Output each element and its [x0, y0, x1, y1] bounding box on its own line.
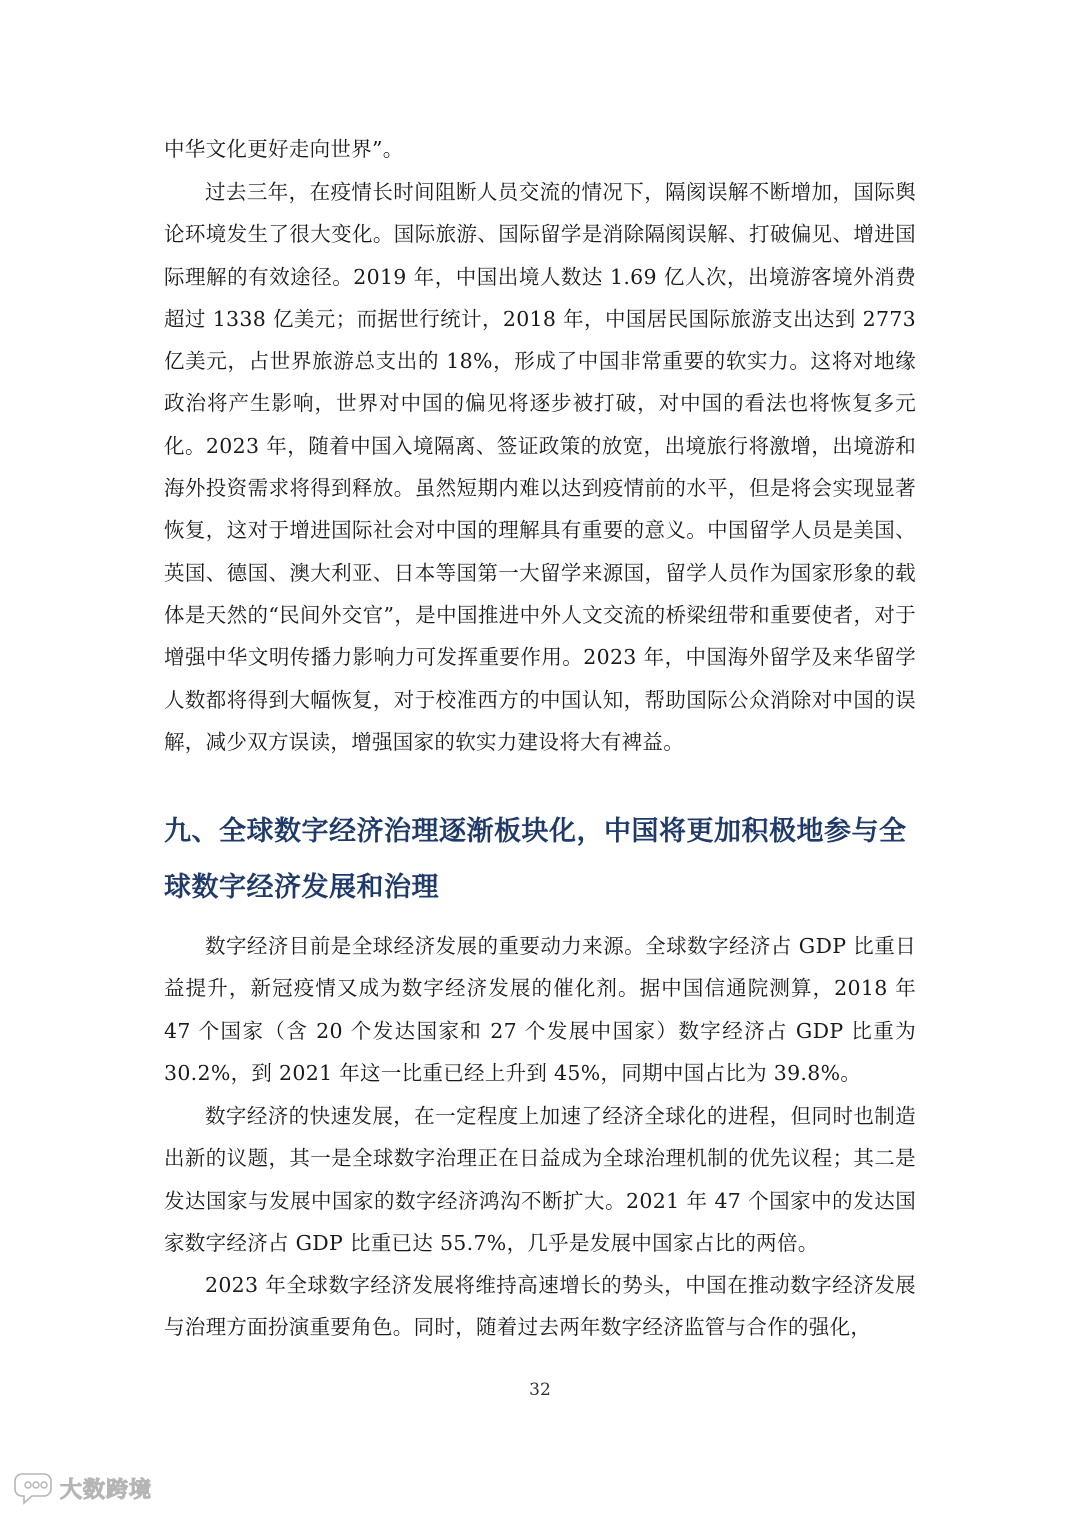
paragraph-continuation: 中华文化更好走向世界”。: [164, 137, 404, 161]
page-number: 32: [529, 1380, 551, 1400]
speech-bubble-logo-icon: [14, 1470, 54, 1506]
watermark: [14, 1468, 152, 1508]
paragraph-2023-outlook: 2023 年全球数字经济发展将维持高速增长的势头，中国在推动数字经济发展与治理方面扮演重要角色。同时，随着过去两年数字经济监管与合作的强化，: [164, 1273, 916, 1340]
section-heading-nine: 九、全球数字经济治理逐渐板块化，中国将更加积极地参与全球数字经济发展和治理: [164, 816, 907, 903]
watermark-text: 大数跨境: [60, 1477, 153, 1503]
paragraph-digital-divide: 数字经济的快速发展，在一定程度上加速了经济全球化的进程，但同时也制造出新的议题，其一是全球数字治理正在日益成为全球治理机制的优先议程；其二是发达国家与发展中国家的数字经济鸿沟不断扩大。2021 年 47 个国家中的发达国家数字经济占 GDP 比重已达 55.7%，几乎是发展中国家占比的两倍。: [164, 1104, 916, 1255]
paragraph-digital-economy-share: 数字经济目前是全球经济发展的重要动力来源。全球数字经济占 GDP 比重日益提升，新冠疫情又成为数字经济发展的催化剂。据中国信通院测算，2018 年 47 个国家（含 20 个发达国家和 27 个发展中国家）数字经济占 GDP 比重为 30.2%，到 2021 年这一比重已经上升到 45%，同期中国占比为 39.8%。: [164, 934, 916, 1085]
paragraph-travel-study: 过去三年，在疫情长时间阻断人员交流的情况下，隔阂误解不断增加，国际舆论环境发生了很大变化。国际旅游、国际留学是消除隔阂误解、打破偏见、增进国际理解的有效途径。2019 年，中国出境人数达 1.69 亿人次，出境游客境外消费超过 1338 亿美元；而据世行统计，2018 年，中国居民国际旅游支出达到 2773 亿美元，占世界旅游总支出的 18%，形成了中国非常重要的软实力。这将对地缘政治将产生影响，世界对中国的偏见将逐步被打破，对中国的看法也将恢复多元化。2023 年，随着中国入境隔离、签证政策的放宽，出境旅行将激增，出境游和海外投资需求将得到释放。虽然短期内难以达到疫情前的水平，但是将会实现显著恢复，这对于增进国际社会对中国的理解具有重要的意义。中国留学人员是美国、英国、德国、澳大利亚、日本等国第一大留学来源国，留学人员作为国家形象的载体是天然的“民间外交官”，是中国推进中外人文交流的桥梁纽带和重要使者，对于增强中华文明传播力影响力可发挥重要作用。2023 年，中国海外留学及来华留学人数都将得到大幅恢复，对于校准西方的中国认知，帮助国际公众消除对中国的误解，减少双方误读，增强国家的软实力建设将大有裨益。: [164, 180, 916, 754]
